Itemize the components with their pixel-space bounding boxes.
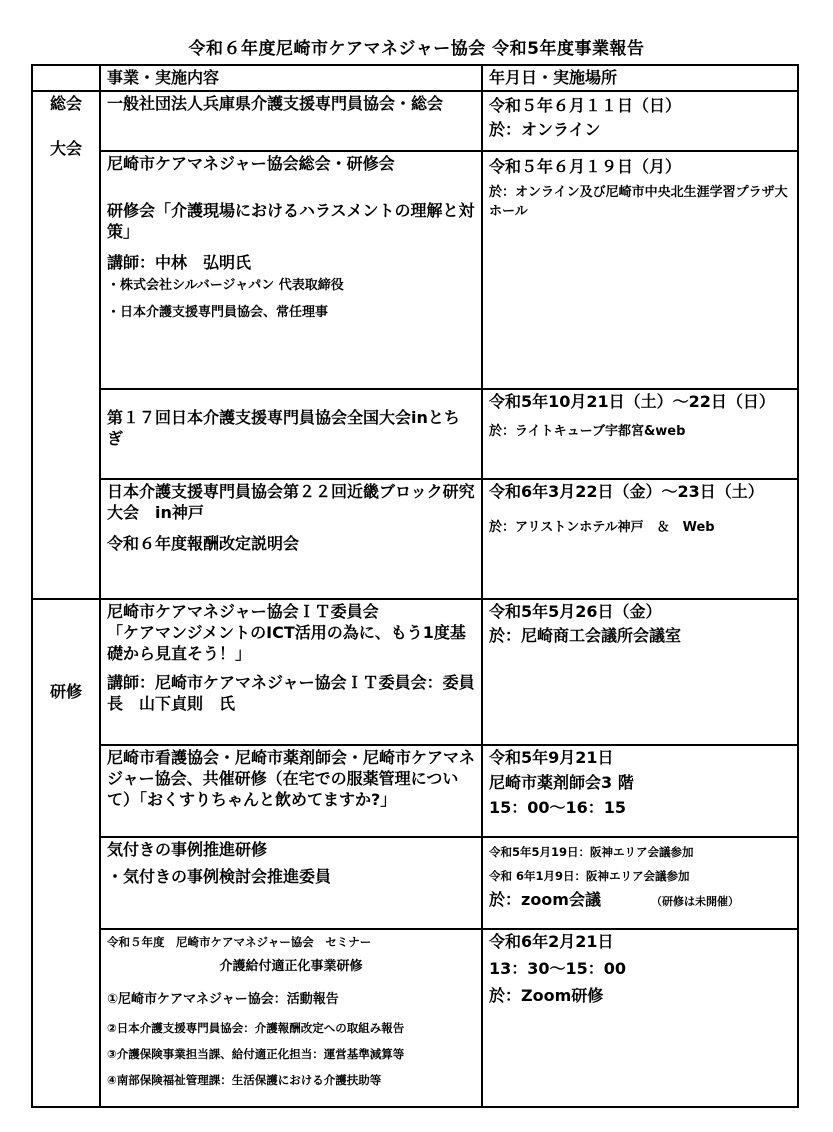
table-row [32, 91, 798, 151]
content-line: 気付きの事例推進研修 [107, 840, 268, 859]
report-table [31, 64, 799, 1108]
content-cell [100, 479, 482, 599]
lecturer-detail: ・日本介護支援専門員協会、常任理事 [107, 305, 329, 320]
content-line: 介護給付適正化事業研修 [219, 959, 363, 974]
content-line: ②日本介護支援専門員協会：介護報酬改定への取組み報告 [107, 1021, 405, 1035]
content-cell [100, 599, 482, 745]
date-cell [482, 479, 798, 599]
content-cell [100, 389, 482, 479]
time-line: 13：30～15：00 [489, 959, 627, 978]
place-line: 於：Zoom研修 [489, 986, 604, 1005]
table-row [32, 929, 798, 1107]
lecturer-detail: ・株式会社シルバージャパン 代表取締役 [107, 278, 344, 293]
place-text: 於：zoom会議 [489, 890, 601, 909]
date-cell [482, 91, 798, 151]
date-cell [482, 745, 798, 837]
content-cell [100, 929, 482, 1107]
content-line: 日本介護支援専門員協会第２２回近畿ブロック研究大会 in神戸 [107, 482, 475, 522]
header-date-place: 年月日・実施場所 [482, 65, 798, 91]
note-text: （研修は未開催） [650, 895, 739, 908]
content-line: ③介護保険事業担当課、給付適正化担当：運営基準減算等 [107, 1047, 405, 1061]
content-line: 研修会「介護現場におけるハラスメントの理解と対策」 [107, 201, 475, 241]
content-line: ・気付きの事例検討会推進委員 [107, 867, 332, 886]
date-line: 令和５年６月１１日（日） [489, 96, 682, 115]
time-line: 15：00～16：15 [489, 798, 627, 817]
lecturer-line: 講師：中林 弘明氏 [107, 253, 252, 272]
content-line: ①尼崎市ケアマネジャー協会：活動報告 [107, 992, 339, 1007]
content-line: 令和５年度 尼崎市ケアマネジャー協会 セミナー [107, 935, 372, 949]
table-row [32, 837, 798, 929]
header-content: 事業・実施内容 [100, 65, 482, 91]
date-cell [482, 599, 798, 745]
date-line: 令和6年2月21日 [489, 932, 614, 951]
place-line: 於：ライトキューブ宇都宮&web [489, 424, 686, 439]
header-empty-cell [32, 65, 100, 91]
content-line: 「ケアマンジメントのICT活用の為に、もう1度基礎から見直そう！」 [107, 623, 466, 663]
content-cell [100, 745, 482, 837]
content-line: 令和６年度報酬改定説明会 [107, 534, 300, 553]
date-cell [482, 837, 798, 929]
place-line: 尼崎市薬剤師会3 階 [489, 773, 634, 792]
lecturer-line: 講師：尼崎市ケアマネジャー協会ＩＴ委員会：委員長 山下貞則 氏 [107, 673, 475, 713]
date-line: 令和 6年1月9日：阪神エリア会議参加 [489, 869, 690, 883]
category-label: 総会 [49, 94, 82, 113]
date-cell [482, 929, 798, 1107]
table-header-row [32, 65, 798, 91]
table-row [32, 599, 798, 745]
content-cell [100, 91, 482, 151]
table-row [32, 479, 798, 599]
place-line: 於：尼崎商工会議所会議室 [489, 626, 682, 645]
content-line: 一般社団法人兵庫県介護支援専門員協会・総会 [107, 94, 444, 113]
place-line: 於：オンライン [489, 120, 601, 139]
table-row [32, 151, 798, 389]
date-line: 令和5年5月19日：阪神エリア会議参加 [489, 845, 694, 859]
table-row [32, 389, 798, 479]
date-line: 令和5年10月21日（土）～22日（日） [489, 392, 775, 411]
content-cell [100, 837, 482, 929]
page-title: 令和６年度尼崎市ケアマネジャー協会 令和5年度事業報告 [188, 39, 645, 59]
date-line: 令和５年６月１９日（月） [489, 157, 682, 176]
category-label: 研修 [49, 682, 82, 701]
place-line: 於：アリストンホテル神戸 ＆ Web [489, 520, 715, 535]
content-line: 尼崎市看護協会・尼崎市薬剤師会・尼崎市ケアマネジャー協会、共催研修（在宅での服薬管理について）「おくすりちゃんと飲めてますか?」 [107, 748, 476, 809]
date-cell [482, 389, 798, 479]
date-line: 令和5年9月21日 [489, 748, 614, 767]
date-cell [482, 151, 798, 389]
place-line: 於：オンライン及び尼崎市中央北生涯学習プラザ大ホール [489, 185, 788, 219]
date-line: 令和6年3月22日（金）～23日（土） [489, 482, 764, 501]
content-line: 尼崎市ケアマネジャー協会総会・研修会 [107, 154, 395, 173]
content-line: ④南部保険福祉管理課：生活保護における介護扶助等 [107, 1073, 382, 1087]
category-general [32, 91, 100, 599]
category-training [32, 599, 100, 1107]
content-line: 尼崎市ケアマネジャー協会ＩＴ委員会 [107, 602, 379, 621]
table-row [32, 745, 798, 837]
content-line: 第１７回日本介護支援専門員協会全国大会inとちぎ [107, 408, 460, 448]
category-label: 大会 [49, 139, 82, 158]
content-cell [100, 151, 482, 389]
place-line [489, 889, 791, 912]
date-line: 令和5年5月26日（金） [489, 602, 662, 621]
